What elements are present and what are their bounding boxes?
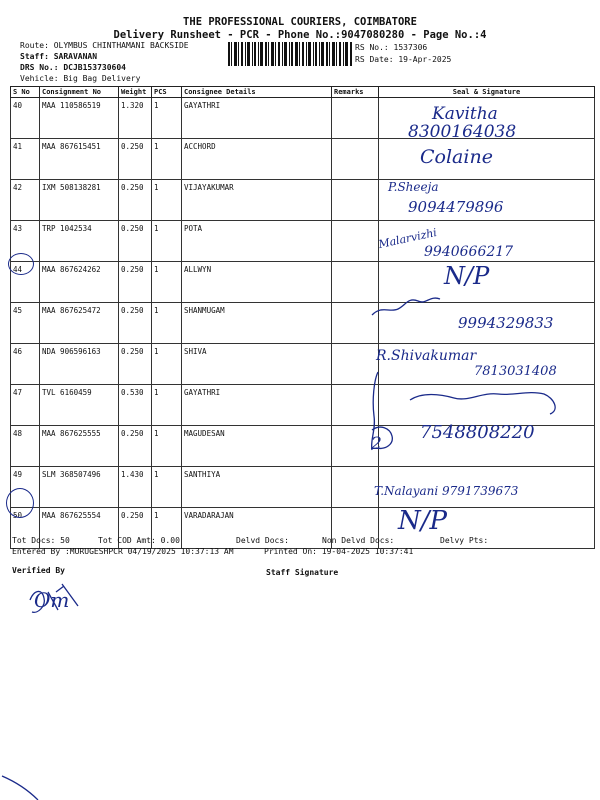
route-label: Route: OLYMBUS CHINTHAMANI BACKSIDE [20,41,189,50]
verified-by-label: Verified By [12,566,65,575]
pen-circle-50 [6,488,34,518]
cell-consignment: MAA 867625472 [40,303,119,344]
col-consignee: Consignee Details [182,87,332,98]
cell-consignment: TVL 6160459 [40,385,119,426]
cell-consignee: VARADARAJAN [182,508,332,549]
cell-pcs: 1 [152,180,182,221]
handwriting-r45-phone: 9994329833 [458,314,554,332]
cell-pcs: 1 [152,385,182,426]
cell-pcs: 1 [152,221,182,262]
cell-consignee: MAGUDESAN [182,426,332,467]
cell-remarks [332,385,379,426]
cell-consignment: MAA 110586519 [40,98,119,139]
cell-weight: 1.320 [119,98,152,139]
cell-sno: 44 [11,262,40,303]
col-pcs: PCS [152,87,182,98]
cell-consignee: ACCHORD [182,139,332,180]
non-delivered-docs: Non Delvd Docs: [322,536,395,545]
handwriting-r50-mark: N/P [398,506,448,536]
handwriting-r43-phone: 9940666217 [424,244,514,260]
handwriting-r46-phone: 7813031408 [474,364,557,379]
cell-sno: 46 [11,344,40,385]
handwriting-r43-name: Malarvizhi [377,225,439,252]
cell-pcs: 1 [152,139,182,180]
rs-number: RS No.: 1537306 [355,43,428,52]
cell-weight: 0.250 [119,303,152,344]
col-weight: Weight [119,87,152,98]
cell-weight: 0.250 [119,221,152,262]
table-row [11,262,595,303]
cell-sno: 41 [11,139,40,180]
pen-circle-44 [8,253,34,275]
handwriting-r44-mark: N/P [444,262,490,290]
runsheet-subtitle: Delivery Runsheet - PCR - Phone No.:9047080280 - Page No.:4 [113,29,487,41]
cell-consignee: GAYATHRI [182,385,332,426]
cell-remarks [332,303,379,344]
drs-number: DRS No.: DCJB153730604 [20,63,126,72]
handwriting-r46-name: R.Shivakumar [376,348,477,364]
handwriting-r48-mark: 2 [371,434,382,454]
cell-consignment: NDA 906596163 [40,344,119,385]
cell-remarks [332,139,379,180]
cell-sno: 50 [11,508,40,549]
cell-seal [379,385,595,426]
cell-pcs: 1 [152,303,182,344]
cell-remarks [332,98,379,139]
cell-consignee: VIJAYAKUMAR [182,180,332,221]
col-sno: S No [11,87,40,98]
cell-consignment: MAA 867625554 [40,508,119,549]
col-remarks: Remarks [332,87,379,98]
cell-pcs: 1 [152,426,182,467]
cell-weight: 0.250 [119,426,152,467]
cell-sno: 42 [11,180,40,221]
cell-pcs: 1 [152,344,182,385]
cell-sno: 43 [11,221,40,262]
barcode-image [228,42,352,66]
verified-initials: Om [34,588,70,612]
cell-consignment: MAA 867625555 [40,426,119,467]
cell-weight: 0.250 [119,508,152,549]
cell-sno: 40 [11,98,40,139]
handwriting-r48-phone: 7548808220 [420,422,535,443]
cell-pcs: 1 [152,262,182,303]
handwriting-r42-name: P.Sheeja [388,180,439,194]
total-cod-amount: Tot COD Amt: 0.00 [98,536,180,545]
cell-remarks [332,180,379,221]
handwriting-r40-phone: 8300164038 [408,122,517,142]
cell-consignee: SHIVA [182,344,332,385]
cell-pcs: 1 [152,467,182,508]
cell-weight: 0.250 [119,180,152,221]
cell-weight: 0.250 [119,344,152,385]
table-row [11,139,595,180]
cell-consignment: MAA 867624262 [40,262,119,303]
handwriting-r49-text: T.Nalayani 9791739673 [374,484,519,498]
printed-on: Printed On: 19-04-2025 10:37:41 [264,547,414,556]
entered-by: Entered By :MURUGESHPCR 04/19/2025 10:37:13 AM [12,547,234,556]
handwriting-r41-name: Colaine [420,146,493,168]
delivered-docs: Delvd Docs: [236,536,289,545]
staff-signature-label: Staff Signature [266,568,339,577]
cell-weight: 0.250 [119,262,152,303]
cell-consignee: GAYATHRI [182,98,332,139]
cell-sno: 47 [11,385,40,426]
cell-consignment: IXM 508138281 [40,180,119,221]
cell-pcs: 1 [152,508,182,549]
total-docs: Tot Docs: 50 [12,536,70,545]
col-seal: Seal & Signature [379,87,595,98]
table-header-row [11,87,595,98]
cell-consignment: SLM 368507496 [40,467,119,508]
staff-label: Staff: SARAVANAN [20,52,98,61]
delivery-points: Delvy Pts: [440,536,489,545]
cell-consignee: POTA [182,221,332,262]
cell-weight: 1.430 [119,467,152,508]
cell-remarks [332,221,379,262]
table-row [11,180,595,221]
cell-sno: 45 [11,303,40,344]
cell-weight: 0.530 [119,385,152,426]
cell-sno: 48 [11,426,40,467]
rs-date: RS Date: 19-Apr-2025 [355,55,452,64]
handwriting-r42-phone: 9094479896 [408,198,504,216]
cell-sno: 49 [11,467,40,508]
company-title: THE PROFESSIONAL COURIERS, COIMBATORE [183,16,417,28]
cell-consignment: MAA 867615451 [40,139,119,180]
vehicle-label: Vehicle: Big Bag Delivery [20,74,141,83]
col-consignment: Consignment No [40,87,119,98]
cell-pcs: 1 [152,98,182,139]
cell-remarks [332,467,379,508]
table-row [11,385,595,426]
cell-consignee: ALLWYN [182,262,332,303]
cell-consignment: TRP 1042534 [40,221,119,262]
cell-consignee: SHANMUGAM [182,303,332,344]
handwriting-r40-name: Kavitha [432,104,498,124]
cell-weight: 0.250 [119,139,152,180]
cell-remarks [332,262,379,303]
margin-stroke [2,776,38,800]
cell-consignee: SANTHIYA [182,467,332,508]
cell-remarks [332,344,379,385]
